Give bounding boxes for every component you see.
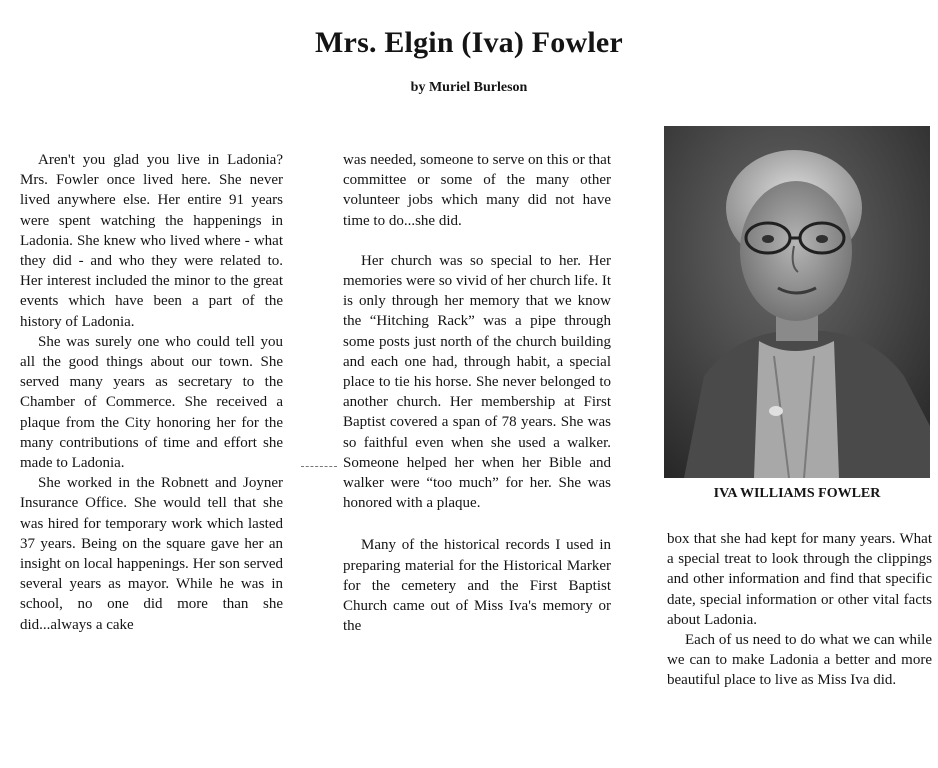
paragraph: box that she had kept for many years. What a special treat to look through the clippings and other information and find that specific date, special information or other vital facts about Ladonia.	[667, 531, 932, 628]
article-column-1	[20, 150, 283, 635]
portrait-photo	[664, 126, 930, 478]
paragraph: Each of us need to do what we can while we can to make Ladonia a better and more beautiful place to live as Miss Iva did.	[667, 632, 932, 689]
print-mark	[301, 466, 337, 467]
paragraph: Her church was so special to her. Her memories were so vivid of her church life. It is only through her memory that we know the “Hitching Rack” was a pipe through some posts just north of the church building and each one had, through habit, a special place to tie his horse. She never belonged to another church. Her membership at First Baptist covered a span of 78 years. She was so faithful even when she used a walker. Someone helped her when her Bible and walker were “too much” for her. She was honored with a plaque.	[343, 252, 611, 512]
article-column-2	[343, 150, 611, 636]
paragraph: She was surely one who could tell you all the good things about our town. She served many years as secretary to the Chamber of Commerce. She received a plaque from the City honoring her for the many contributions of time and effort she made to Ladonia.	[20, 333, 283, 472]
photo-caption: IVA WILLIAMS FOWLER	[713, 486, 881, 501]
paragraph: was needed, someone to serve on this or that committee or some of the many other volunteer jobs which many did not have time to do...she did.	[343, 152, 611, 229]
article-byline: by Muriel Burleson	[410, 80, 528, 95]
article-column-3	[667, 529, 932, 691]
article-title: Mrs. Elgin (Iva) Fowler	[315, 26, 623, 59]
paragraph: She worked in the Robnett and Joyner Insurance Office. She would tell that she was hired for temporary work which lasted 37 years. Being on the square gave her an insight on local happenings. Her son served several years as mayor. While he was in school, no one did more than she did...always a cake	[20, 475, 283, 633]
paragraph: Many of the historical records I used in preparing material for the Historical Marker for the cemetery and the First Baptist Church came out of Miss Iva's memory or the	[343, 537, 611, 635]
paragraph: Aren't you glad you live in Ladonia? Mrs. Fowler once lived here. She never lived anywhere else. Her entire 91 years were spent watching the happenings in Ladonia. She knew who lived where - what they did - and who they were related to. Her interest included the minor to the great events which have been a part of the history of Ladonia.	[20, 152, 283, 330]
